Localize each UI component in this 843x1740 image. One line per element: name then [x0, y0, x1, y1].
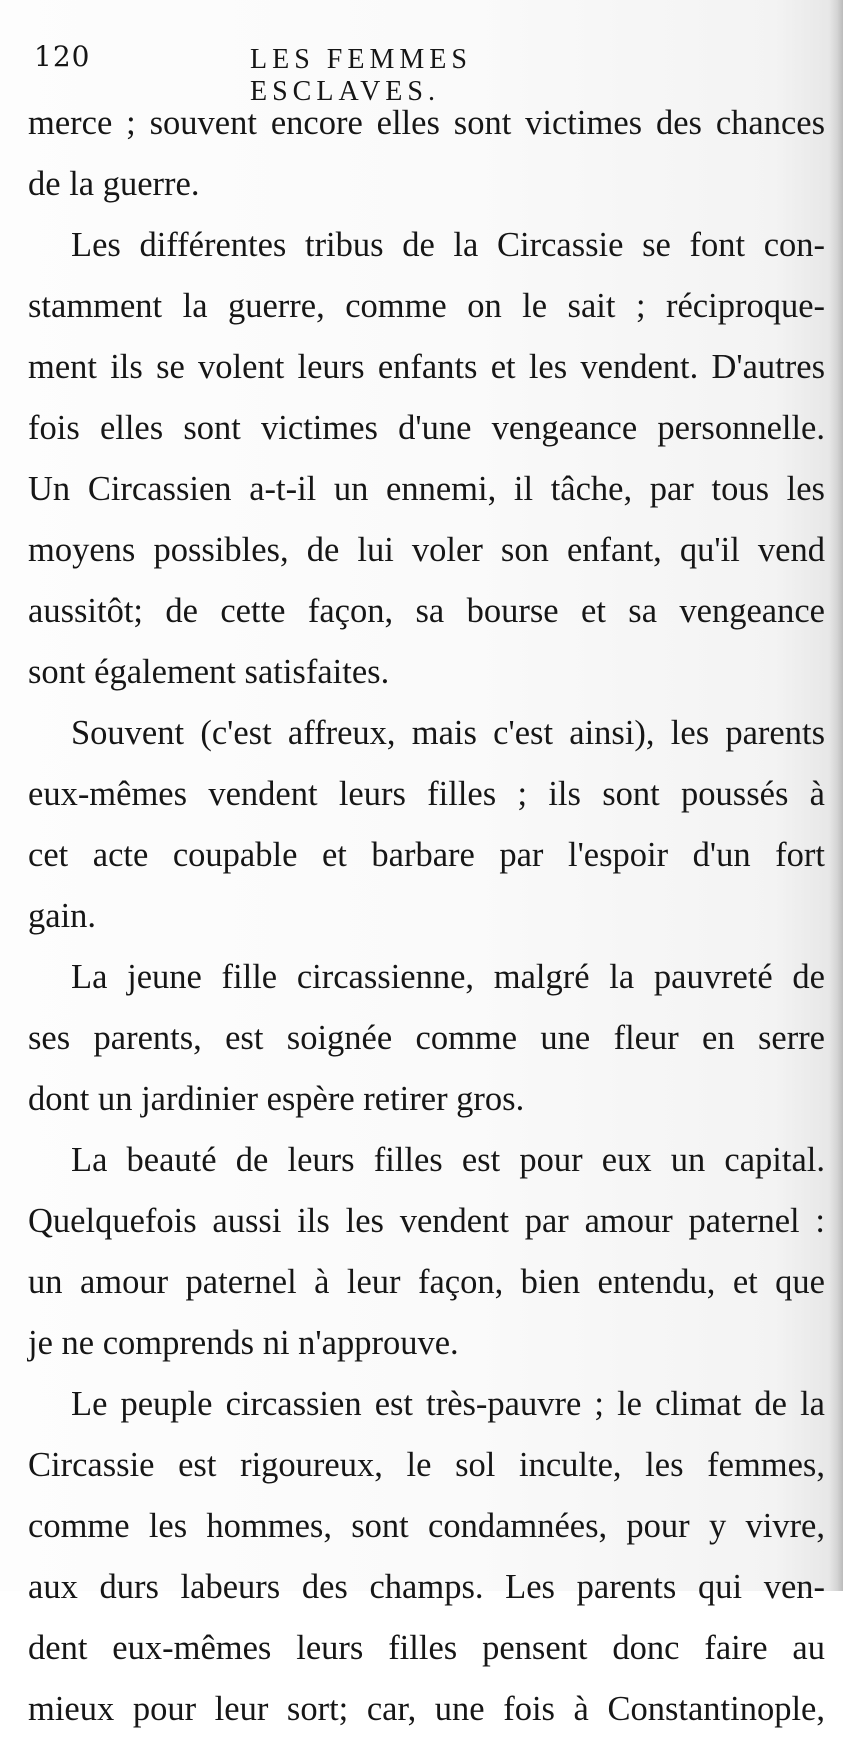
text-line: cet acte coupable et barbare par l'espoir d'un fort — [28, 836, 825, 874]
text-line: ment ils se volent leurs enfants et les vendent. D'autres — [28, 348, 825, 386]
text-line: dent eux-mêmes leurs filles pensent donc faire au — [28, 1629, 825, 1667]
text-line: stamment la guerre, comme on le sait ; réciproque- — [28, 287, 825, 325]
text-line: de la guerre. — [28, 165, 200, 203]
text-line: mieux pour leur sort; car, une fois à Constantinople, — [28, 1690, 825, 1728]
text-line: eux-mêmes vendent leurs filles ; ils sont poussés à — [28, 775, 825, 813]
text-line: comme les hommes, sont condamnées, pour y vivre, — [28, 1507, 825, 1545]
text-line: Souvent (c'est affreux, mais c'est ainsi), les parents — [71, 714, 825, 752]
page-number: 120 — [34, 40, 91, 73]
text-line: gain. — [28, 897, 97, 935]
text-line: Circassie est rigoureux, le sol inculte, les femmes, — [28, 1446, 825, 1484]
text-line: La jeune fille circassienne, malgré la pauvreté de — [71, 958, 825, 996]
text-line: je ne comprends ni n'approuve. — [28, 1324, 459, 1362]
text-line: moyens possibles, de lui voler son enfant, qu'il vend — [28, 531, 825, 569]
text-line: fois elles sont victimes d'une vengeance personnelle. — [28, 409, 825, 447]
running-title: LES FEMMES ESCLAVES. — [250, 44, 472, 107]
page-edge-shadow — [829, 0, 843, 1591]
text-line: aussitôt; de cette façon, sa bourse et sa vengeance — [28, 592, 825, 630]
text-line: dont un jardinier espère retirer gros. — [28, 1080, 525, 1118]
text-line: aux durs labeurs des champs. Les parents qui ven- — [28, 1568, 825, 1606]
text-line: La beauté de leurs filles est pour eux un capital. — [71, 1141, 825, 1179]
text-line: ses parents, est soignée comme une fleur en serre — [28, 1019, 825, 1057]
body-text — [28, 93, 825, 1740]
text-line: sont également satisfaites. — [28, 653, 390, 691]
text-line: un amour paternel à leur façon, bien entendu, et que — [28, 1263, 825, 1301]
text-line: Les différentes tribus de la Circassie se font con- — [71, 226, 825, 264]
text-line: Quelquefois aussi ils les vendent par amour paternel : — [28, 1202, 825, 1240]
text-line: Le peuple circassien est très-pauvre ; le climat de la — [71, 1385, 825, 1423]
text-line: Un Circassien a-t-il un ennemi, il tâche, par tous les — [28, 470, 825, 508]
text-line: merce ; souvent encore elles sont victimes des chances — [28, 104, 825, 142]
page-header — [28, 40, 658, 107]
